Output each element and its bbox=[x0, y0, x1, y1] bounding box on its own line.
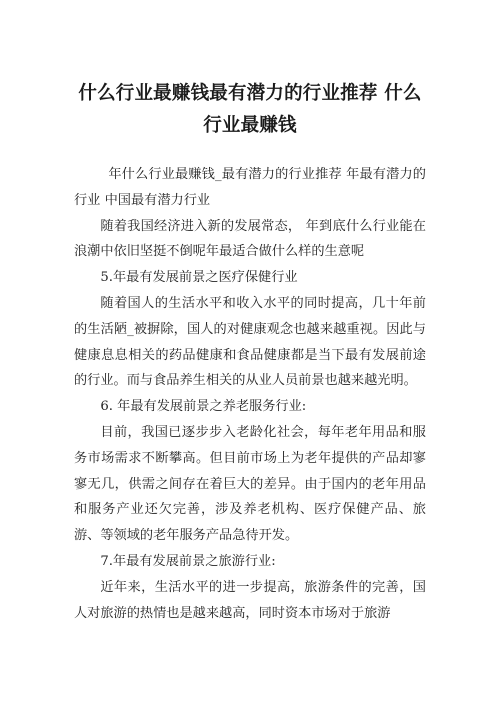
paragraph-intro: 年什么行业最赚钱_最有潜力的行业推荐 年最有潜力的行业 中国最有潜力行业 bbox=[74, 167, 426, 208]
section-heading: 5.年最有发展前景之医疗保健行业 bbox=[100, 270, 298, 286]
document-body bbox=[74, 162, 426, 626]
paragraph: 近年来，生活水平的进一步提高，旅游条件的完善，国人对旅游的热情也是越来越高，同时资本市场对于旅游 bbox=[74, 579, 426, 621]
paragraph: 目前，我国已逐步步入老龄化社会，每年老年用品和服务市场需求不断攀高。但目前市场上为老年提供的产品却寥寥无几，供需之间存在着巨大的差异。由于国内的老年用品和服务产业还欠完善，涉及养老机构、医疗保健产品、旅游、等领域的老年服务产品急待开发。 bbox=[74, 424, 426, 544]
paragraph: 随着我国经济进入新的发展常态， 年到底什么行业能在浪潮中依旧坚挺不倒呢年最适合做什么样的生意呢 bbox=[74, 218, 426, 260]
section-heading: 6. 年最有发展前景之养老服务行业: bbox=[100, 399, 307, 415]
section-heading: 7.年最有发展前景之旅游行业: bbox=[100, 553, 276, 569]
paragraph: 随着国人的生活水平和收入水平的同时提高，几十年前的生活陋_被摒除，国人的对健康观念也越来越重视。因此与健康息息相关的药品健康和食品健康都是当下最有发展前途的行业。而与食品养生相关的从业人员前景也越来越光明。 bbox=[74, 295, 426, 389]
document-title: 什么行业最赚钱最有潜力的行业推荐 什么行业最赚钱 bbox=[78, 83, 422, 136]
